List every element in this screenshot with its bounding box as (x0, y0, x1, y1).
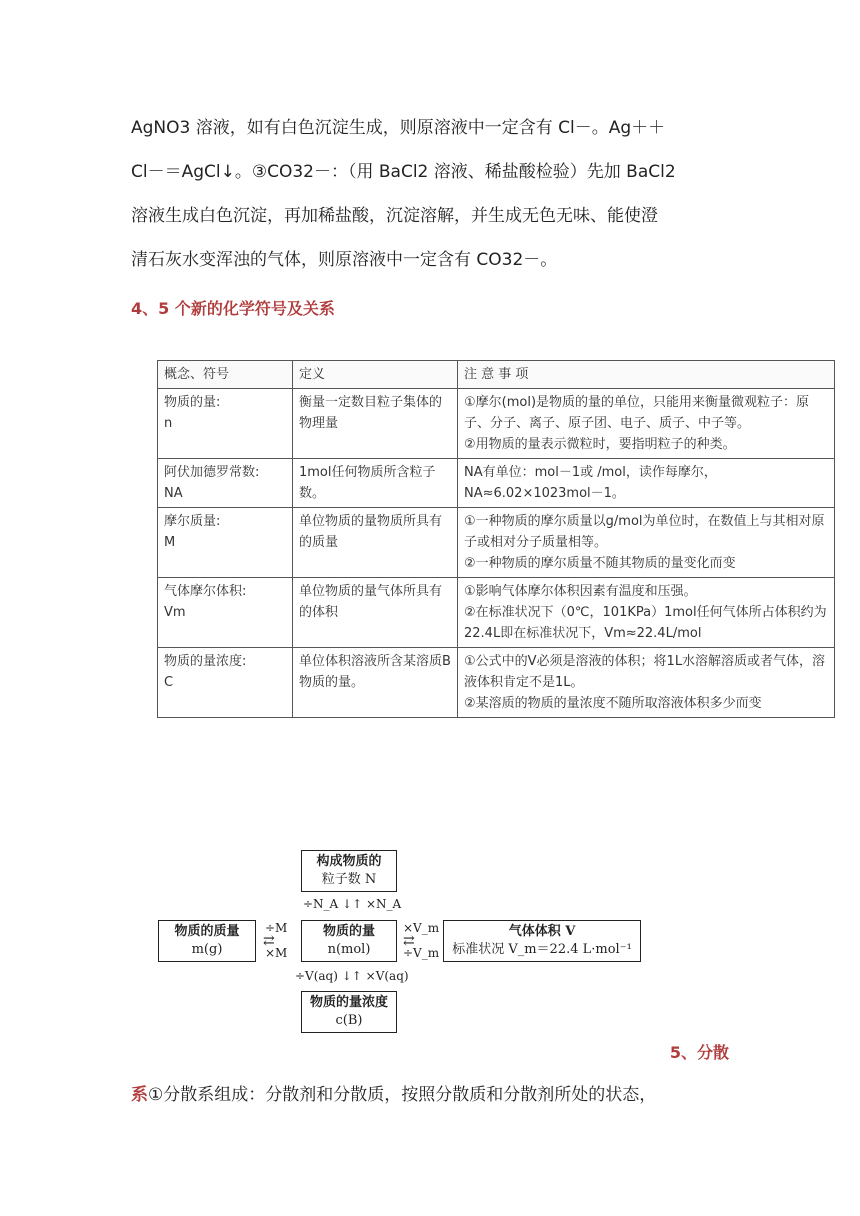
cell-notes: ①一种物质的摩尔质量以g/mol为单位时，在数值上与其相对原子或相对分子质量相等。 ②一种物质的摩尔质量不随其物质的量变化而变 (458, 508, 835, 578)
cell-definition: 1mol任何物质所含粒子数。 (293, 459, 458, 508)
intro-paragraph (131, 106, 741, 282)
arrow-pair-icon: ⇄ (403, 933, 415, 949)
header-concept: 概念、符号 (158, 361, 293, 389)
section-5-heading: 5、分散 (669, 1043, 729, 1062)
mass-multiply-label: ×M (265, 946, 288, 960)
mass-divide-label: ÷M (265, 921, 288, 935)
concentration-box: 物质的量浓度 c(B) (301, 991, 397, 1033)
particle-conversion-label: ÷N_A ↓↑ ×N_A (303, 897, 402, 911)
cell-concept: 阿伏加德罗常数: NA (158, 459, 293, 508)
arrow-pair-icon: ⇄ (263, 933, 275, 949)
mass-box: 物质的质量 m(g) (158, 920, 256, 962)
mole-relationship-diagram (155, 845, 655, 1040)
cell-notes: ①影响气体摩尔体积因素有温度和压强。 ②在标准状况下（0℃，101KPa）1mol任何气体所占体积约为22.4L即在标准状况下，Vm≈22.4L/mol (458, 578, 835, 648)
volume-divide-label: ÷V_m (403, 946, 440, 960)
amount-of-substance-box: 物质的量 n(mol) (301, 920, 397, 962)
dispersion-paragraph (131, 1080, 656, 1105)
table-header-row (158, 361, 835, 389)
header-definition: 定义 (293, 361, 458, 389)
header-notes: 注 意 事 项 (458, 361, 835, 389)
cell-definition: 单位物质的量物质所具有的质量 (293, 508, 458, 578)
cell-definition: 单位物质的量气体所具有的体积 (293, 578, 458, 648)
table-row (158, 508, 835, 578)
particle-number-box: 构成物质的 粒子数 N (301, 850, 397, 892)
cell-concept: 气体摩尔体积: Vm (158, 578, 293, 648)
cell-concept: 物质的量浓度: C (158, 648, 293, 718)
volume-multiply-label: ×V_m (403, 921, 440, 935)
concentration-conversion-label: ÷V(aq) ↓↑ ×V(aq) (295, 969, 409, 983)
cell-concept: 摩尔质量: M (158, 508, 293, 578)
table-row (158, 389, 835, 459)
gas-volume-box: 气体体积 V 标准状况 V_m＝22.4 L·mol⁻¹ (443, 920, 641, 962)
cell-notes: ①摩尔(mol)是物质的量的单位，只能用来衡量微观粒子：原子、分子、离子、原子团、电子、质子、中子等。 ②用物质的量表示微粒时，要指明粒子的种类。 (458, 389, 835, 459)
cell-concept: 物质的量: n (158, 389, 293, 459)
intro-line-3: 溶液生成白色沉淀，再加稀盐酸，沉淀溶解，并生成无色无味、能使澄 (131, 206, 658, 226)
table-row (158, 648, 835, 718)
section-5-heading-continued: 系 (131, 1085, 148, 1105)
intro-line-1: AgNO3 溶液，如有白色沉淀生成，则原溶液中一定含有 Cl－。Ag＋＋ (131, 118, 666, 138)
chemistry-symbol-table (157, 360, 835, 718)
cell-definition: 衡量一定数目粒子集体的物理量 (293, 389, 458, 459)
table-row (158, 459, 835, 508)
cell-definition: 单位体积溶液所含某溶质B物质的量。 (293, 648, 458, 718)
table-row (158, 578, 835, 648)
cell-notes: NA有单位：mol－1或 /mol，读作每摩尔， NA≈6.02×1023mol－1。 (458, 459, 835, 508)
cell-notes: ①公式中的V必须是溶液的体积；将1L水溶解溶质或者气体，溶液体积肯定不是1L。 ②某溶质的物质的量浓度不随所取溶液体积多少而变 (458, 648, 835, 718)
section-4-heading: 4、5 个新的化学符号及关系 (131, 299, 335, 318)
intro-line-2: Cl－＝AgCl↓。③CO32－：（用 BaCl2 溶液、稀盐酸检验）先加 BaCl2 (131, 162, 676, 182)
dispersion-line: ①分散系组成：分散剂和分散质，按照分散质和分散剂所处的状态， (148, 1085, 657, 1105)
intro-line-4: 清石灰水变浑浊的气体，则原溶液中一定含有 CO32－。 (131, 250, 558, 270)
